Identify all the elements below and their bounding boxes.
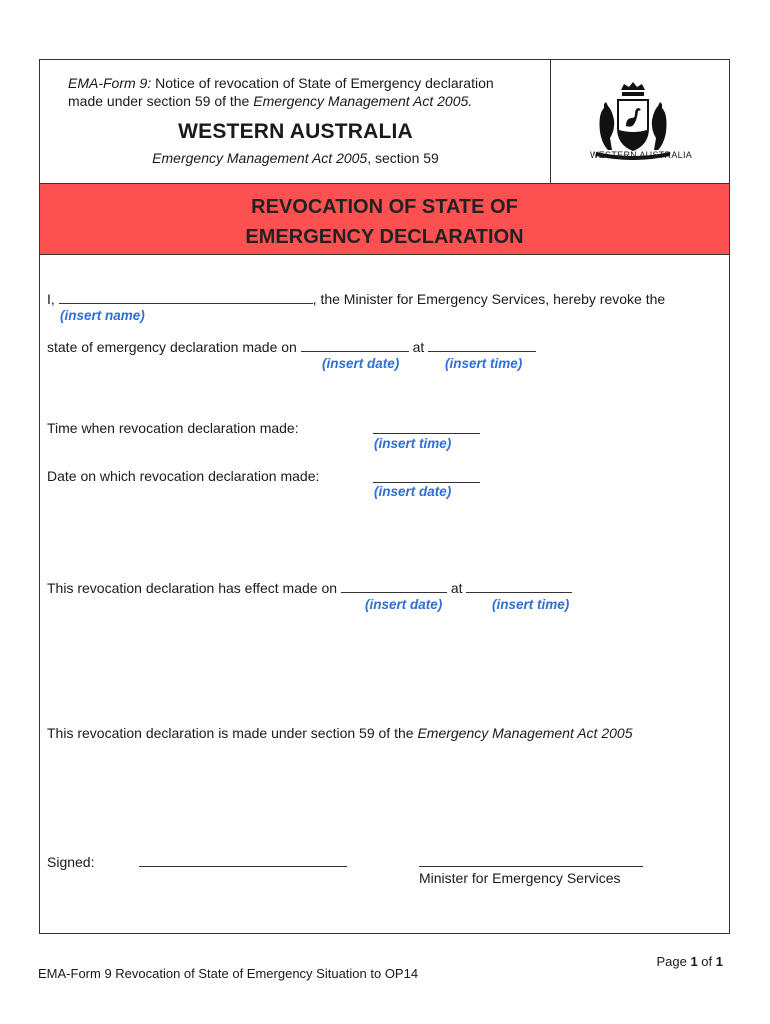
section-prefix: This revocation declaration is made under section 59 of the xyxy=(47,725,418,741)
signed-label: Signed: xyxy=(47,854,95,870)
page-total: 1 xyxy=(715,954,723,969)
hint-declaration-time: (insert time) xyxy=(445,356,523,371)
effect-time-field[interactable] xyxy=(466,580,572,593)
header-title-cell xyxy=(40,60,551,183)
declaration-line xyxy=(47,339,536,355)
minister-name-field[interactable] xyxy=(59,291,313,304)
form-desc-line1: Notice of revocation of State of Emergency declaration xyxy=(151,75,494,91)
page-current: 1 xyxy=(690,954,698,969)
revocation-date-field[interactable] xyxy=(373,482,480,483)
minister-label: Minister for Emergency Services xyxy=(419,870,621,886)
act-name: Emergency Management Act 2005 xyxy=(152,150,368,166)
page-of: of xyxy=(697,954,716,969)
hint-revocation-time: (insert time) xyxy=(374,436,452,451)
minister-signature-line[interactable] xyxy=(419,866,643,867)
revocation-time-field[interactable] xyxy=(373,433,480,434)
banner-line2: EMERGENCY DECLARATION xyxy=(245,226,524,248)
form-label: EMA-Form 9: xyxy=(68,75,152,91)
hint-effect-date: (insert date) xyxy=(365,597,443,612)
hint-effect-time: (insert time) xyxy=(492,597,570,612)
crest-caption: WESTERN AUSTRALIA xyxy=(589,150,693,160)
declaration-date-field[interactable] xyxy=(301,339,409,352)
time-label: Time when revocation declaration made: xyxy=(47,420,299,436)
intro-line xyxy=(47,291,665,307)
declaration-prefix: state of emergency declaration made on xyxy=(47,339,297,355)
date-label: Date on which revocation declaration made: xyxy=(47,468,320,484)
hint-insert-name: (insert name) xyxy=(60,308,145,323)
signature-field[interactable] xyxy=(139,866,347,867)
form-desc-act: Emergency Management Act 2005. xyxy=(253,93,473,109)
hint-revocation-date: (insert date) xyxy=(374,484,452,499)
form-description xyxy=(68,74,494,110)
declaration-time-field[interactable] xyxy=(428,339,536,352)
form-desc-line2: made under section 59 of the xyxy=(68,93,254,109)
banner-line1: REVOCATION OF STATE OF xyxy=(251,196,518,218)
banner-title xyxy=(40,192,729,252)
intro-prefix: I, xyxy=(47,291,55,307)
revocation-banner xyxy=(40,183,729,255)
act-line xyxy=(40,150,551,166)
effect-prefix: This revocation declaration has effect made on xyxy=(47,580,338,596)
intro-suffix: , the Minister for Emergency Services, hereby revoke the xyxy=(312,291,666,307)
footer-form-ref: EMA-Form 9 Revocation of State of Emergency Situation to OP14 xyxy=(38,966,419,981)
page-number xyxy=(656,954,723,969)
effect-date-field[interactable] xyxy=(341,580,447,593)
effect-line xyxy=(47,580,572,596)
state-title: WESTERN AUSTRALIA xyxy=(178,120,413,143)
section-line xyxy=(47,725,632,741)
act-section: , section 59 xyxy=(367,150,439,166)
section-act: Emergency Management Act 2005 xyxy=(417,725,633,741)
page-prefix: Page xyxy=(656,954,691,969)
declaration-at: at xyxy=(412,339,425,355)
hint-declaration-date: (insert date) xyxy=(322,356,400,371)
effect-at: at xyxy=(450,580,463,596)
